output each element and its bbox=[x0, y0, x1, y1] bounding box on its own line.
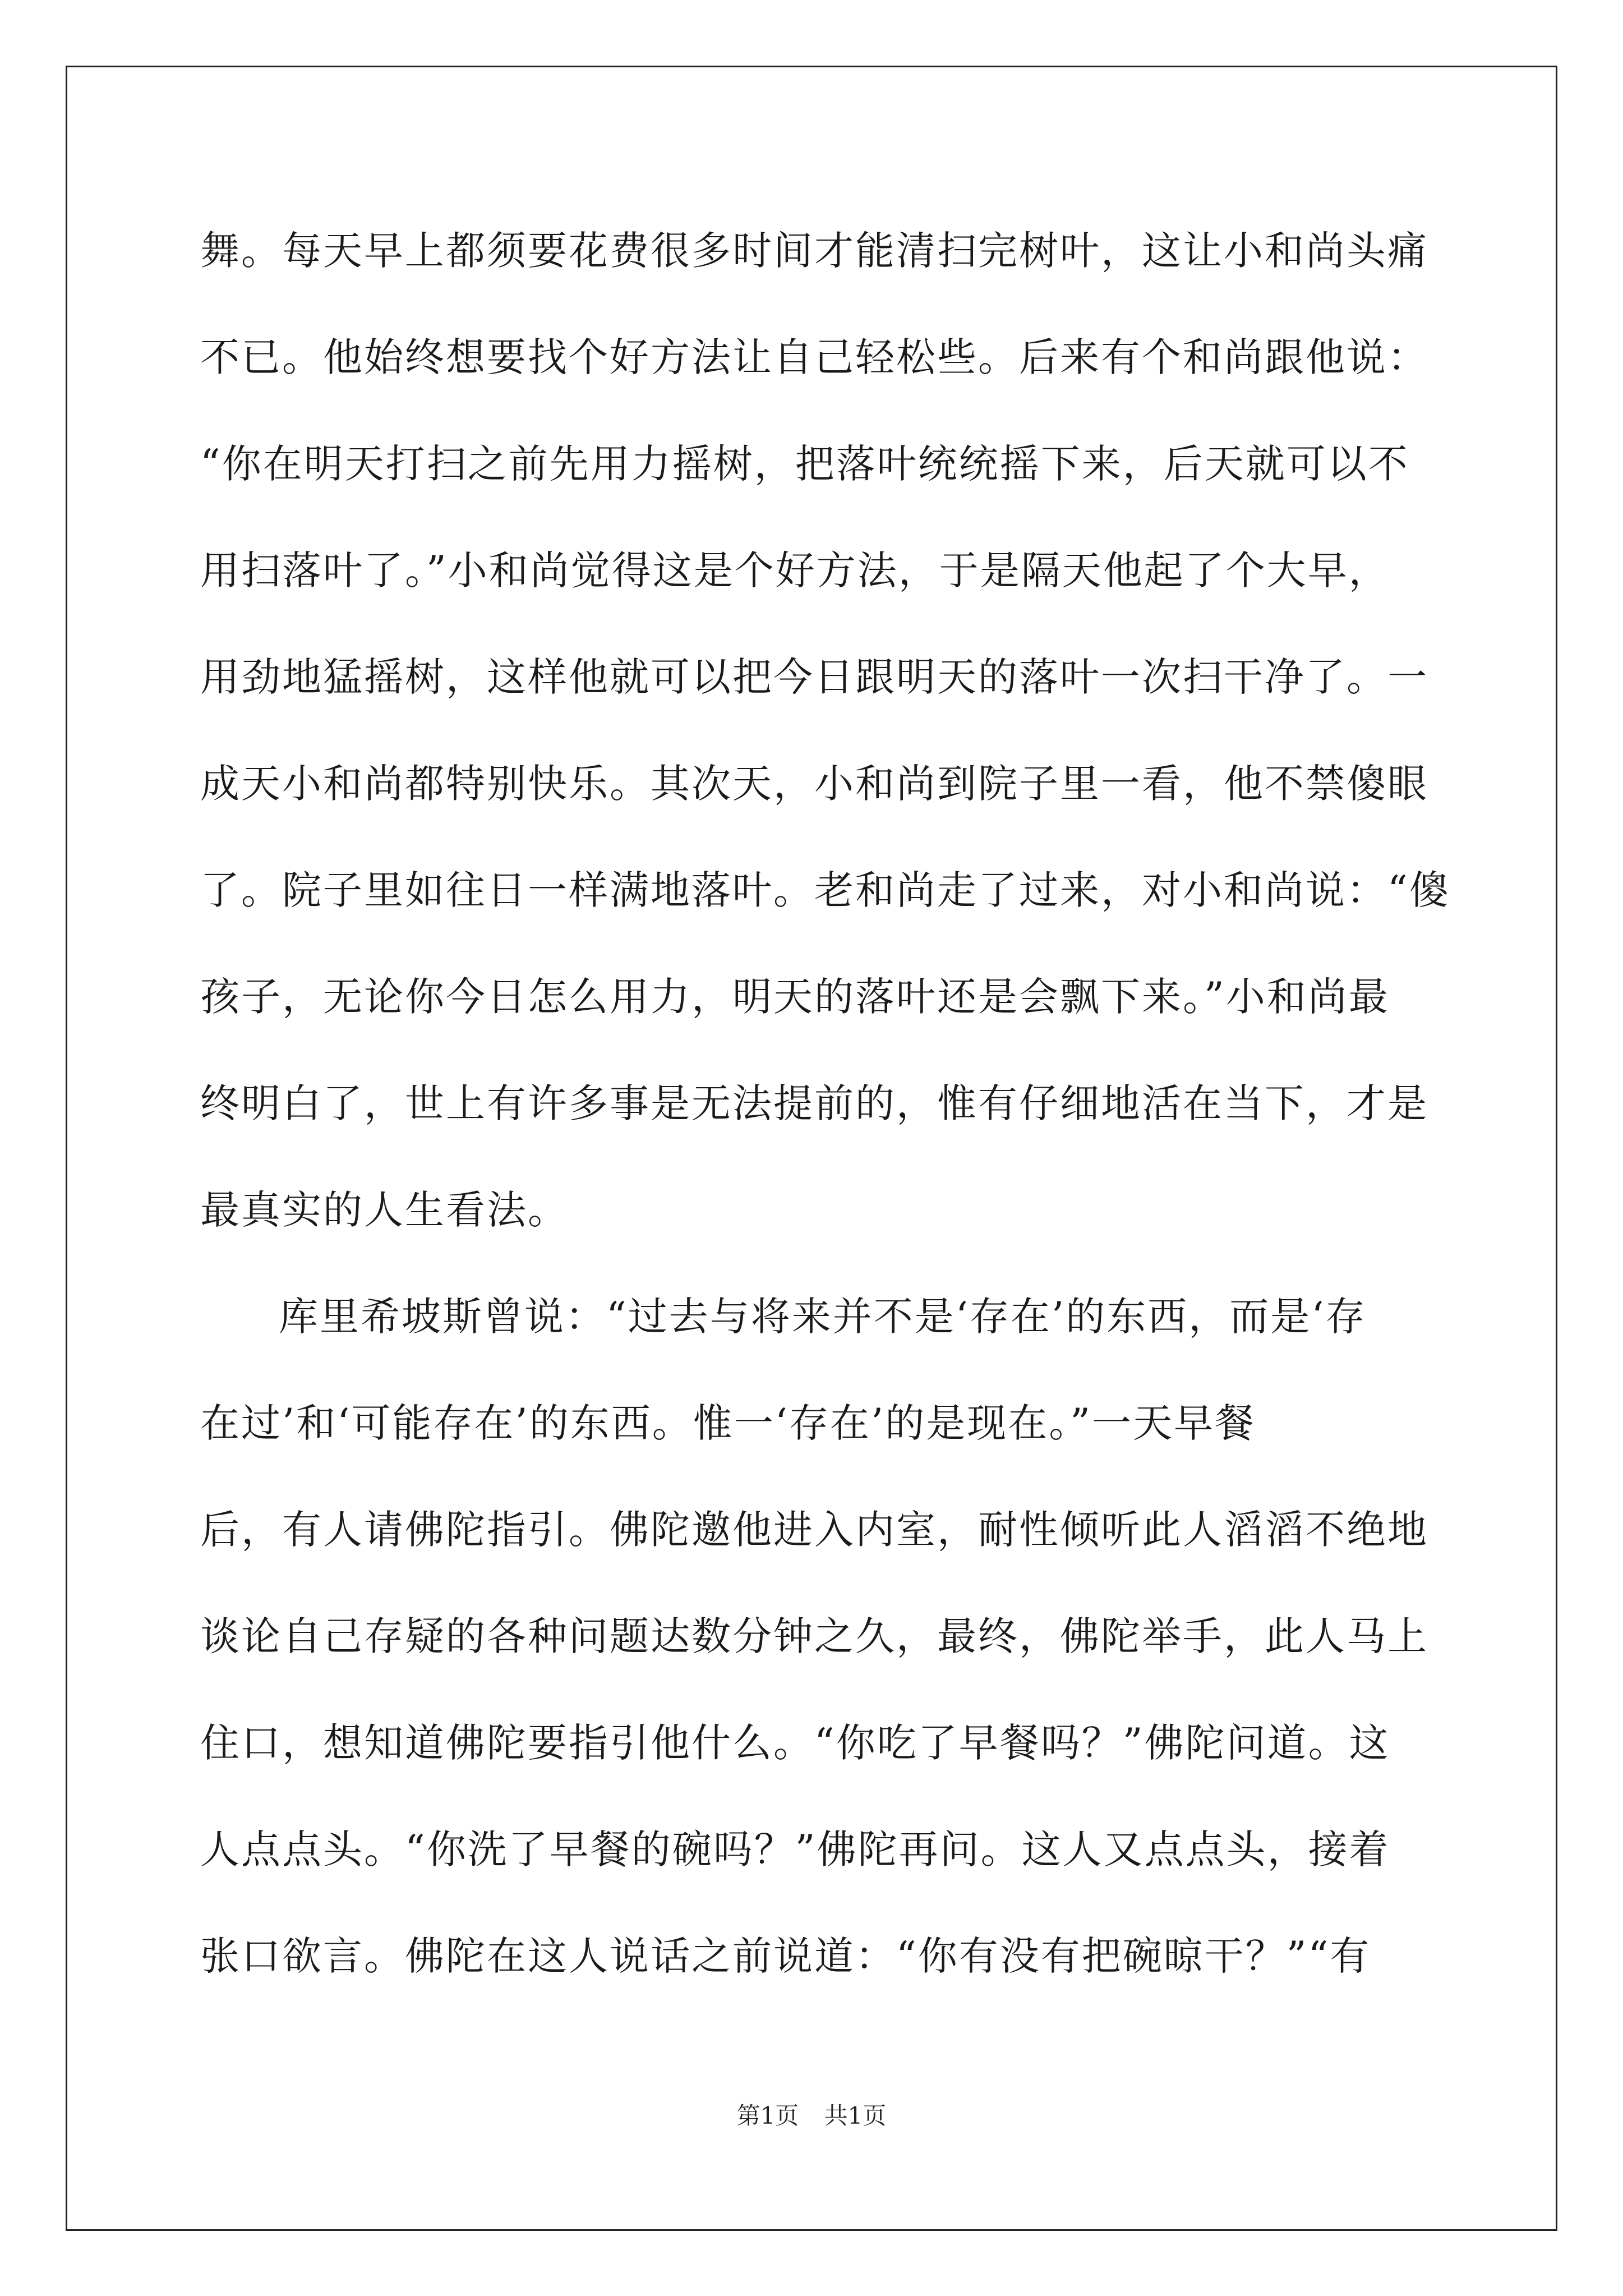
text-line: “你在明天打扫之前先用力摇树，把落叶统统摇下来，后天就可以不 bbox=[200, 441, 1409, 487]
text-line: 用劲地猛摇树，这样他就可以把今日跟明天的落叶一次扫干净了。一 bbox=[200, 654, 1428, 700]
text-line: 最真实的人生看法。 bbox=[200, 1187, 569, 1233]
text-line: 后，有人请佛陀指引。佛陀邀他进入内室，耐性倾听此人滔滔不绝地 bbox=[200, 1507, 1428, 1553]
text-line: 张口欲言。佛陀在这人说话之前说道：“你有没有把碗晾干？”“有 bbox=[200, 1933, 1371, 1979]
text-line: 孩子，无论你今日怎么用力，明天的落叶还是会飘下来。”小和尚最 bbox=[200, 974, 1390, 1020]
page-number: 第1页 bbox=[736, 2102, 799, 2129]
text-line: 在过’和‘可能存在’的东西。惟一‘存在’的是现在。”一天早餐 bbox=[200, 1400, 1256, 1446]
page-footer bbox=[0, 2099, 1623, 2133]
paragraph-first-line: 库里希坡斯曾说：“过去与将来并不是‘存在’的东西，而是‘存 bbox=[279, 1294, 1367, 1340]
text-line: 不已。他始终想要找个好方法让自己轻松些。后来有个和尚跟他说： bbox=[200, 334, 1428, 380]
text-line: 住口，想知道佛陀要指引他什么。“你吃了早餐吗？”佛陀问道。这 bbox=[200, 1720, 1390, 1766]
text-line: 用扫落叶了。”小和尚觉得这是个好方法，于是隔天他起了个大早， bbox=[200, 547, 1390, 593]
text-line: 舞。每天早上都须要花费很多时间才能清扫完树叶，这让小和尚头痛 bbox=[200, 228, 1428, 274]
text-line: 终明白了，世上有许多事是无法提前的，惟有仔细地活在当下，才是 bbox=[200, 1080, 1428, 1126]
text-line: 成天小和尚都特别快乐。其次天，小和尚到院子里一看，他不禁傻眼 bbox=[200, 761, 1428, 807]
text-line: 人点点头。“你洗了早餐的碗吗？”佛陀再问。这人又点点头，接着 bbox=[200, 1826, 1390, 1872]
text-line: 了。院子里如往日一样满地落叶。老和尚走了过来，对小和尚说：“傻 bbox=[200, 867, 1450, 913]
page-total: 共1页 bbox=[824, 2102, 887, 2129]
text-line: 谈论自己存疑的各种问题达数分钟之久，最终，佛陀举手，此人马上 bbox=[200, 1613, 1428, 1659]
